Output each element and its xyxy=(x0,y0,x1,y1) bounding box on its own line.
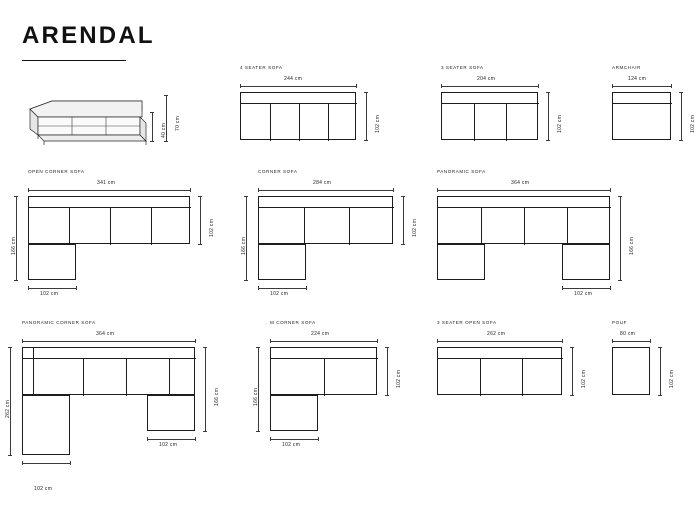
label-armchair: ARMCHAIR xyxy=(612,65,641,70)
dim-tick xyxy=(195,437,196,441)
dim-line xyxy=(270,439,318,440)
dim-tick xyxy=(244,280,248,281)
page-title: ARENDAL xyxy=(22,22,155,49)
dim-label-width: 284 cm xyxy=(313,180,332,186)
dim-tick xyxy=(14,196,18,197)
dim-tick xyxy=(306,286,307,290)
dim-tick xyxy=(562,339,563,343)
label-panoramic-sofa: PANORAMIC SOFA xyxy=(437,169,486,174)
dim-tick xyxy=(377,339,378,343)
dim-label-width: 262 cm xyxy=(487,331,506,337)
dim-tick xyxy=(195,339,196,343)
dim-line xyxy=(258,190,393,191)
dim-line xyxy=(403,196,404,244)
dim-label-depth: 102 cm xyxy=(396,369,402,388)
dim-label-seat-height: 40 cm xyxy=(161,122,167,138)
dim-tick xyxy=(441,84,442,88)
dim-tick xyxy=(610,188,611,192)
shape-panoramic-chaise-left xyxy=(437,244,485,280)
dim-tick xyxy=(256,431,260,432)
shape-corner-sofa-chaise xyxy=(258,244,306,280)
dim-label-depth: 102 cm xyxy=(375,114,381,133)
dim-tick xyxy=(8,347,12,348)
label-open-corner-sofa: OPEN CORNER SOFA xyxy=(28,169,85,174)
label-3-seater-open-sofa: 3 SEATER OPEN SOFA xyxy=(437,320,497,325)
dim-tick xyxy=(147,437,148,441)
dim-tick xyxy=(270,437,271,441)
label-panoramic-corner-sofa: PANORAMIC CORNER SOFA xyxy=(22,320,96,325)
dim-label-total-depth: 166 cm xyxy=(11,236,17,255)
dim-tick xyxy=(401,244,405,245)
shape-4-seater-sofa xyxy=(240,92,356,140)
dim-line xyxy=(200,196,201,244)
dim-line xyxy=(387,347,388,395)
dim-line xyxy=(437,190,610,191)
dim-tick xyxy=(612,84,613,88)
dim-tick xyxy=(393,188,394,192)
dim-tick xyxy=(203,347,207,348)
shape-panoramic-chaise-right xyxy=(562,244,610,280)
perspective-sofa-illustration xyxy=(22,95,152,150)
dim-line xyxy=(572,347,573,395)
dim-label-depth: 102 cm xyxy=(581,369,587,388)
shape-panoramic-corner-back xyxy=(22,347,195,395)
dim-label-width: 364 cm xyxy=(511,180,530,186)
dim-tick xyxy=(671,84,672,88)
dim-label-chaise-width: 102 cm xyxy=(40,291,59,297)
dim-tick xyxy=(546,92,550,93)
dim-tick xyxy=(385,347,389,348)
dim-tick xyxy=(658,347,662,348)
shape-open-corner-back xyxy=(28,196,190,244)
shape-open-corner-chaise xyxy=(28,244,76,280)
dim-label-width: 341 cm xyxy=(97,180,116,186)
label-m-corner-sofa: M CORNER SOFA xyxy=(270,320,316,325)
dim-line xyxy=(620,196,621,280)
dim-tick xyxy=(270,339,271,343)
shape-m-corner-back xyxy=(270,347,377,395)
dim-line xyxy=(366,92,367,140)
dim-tick xyxy=(190,188,191,192)
dim-label-right-depth: 166 cm xyxy=(214,387,220,406)
dim-label-depth: 102 cm xyxy=(669,369,675,388)
dim-line xyxy=(612,341,650,342)
dim-tick xyxy=(244,196,248,197)
dim-label-chaise-left-width: 102 cm xyxy=(34,486,53,492)
dim-line xyxy=(22,341,195,342)
dim-tick xyxy=(150,141,154,142)
dim-tick xyxy=(546,140,550,141)
dim-tick xyxy=(164,95,168,96)
dim-label-total-depth: 166 cm xyxy=(629,236,635,255)
dim-line xyxy=(240,86,356,87)
label-4-seater-sofa: 4 SEATER SOFA xyxy=(240,65,283,70)
dim-tick xyxy=(150,112,154,113)
dim-tick xyxy=(356,84,357,88)
dim-tick xyxy=(22,339,23,343)
dim-tick xyxy=(385,395,389,396)
shape-panoramic-corner-chaise-right xyxy=(147,395,195,431)
dim-tick xyxy=(28,286,29,290)
shape-corner-sofa-back xyxy=(258,196,393,244)
dim-label-height: 70 cm xyxy=(175,115,181,131)
dim-tick xyxy=(538,84,539,88)
dim-tick xyxy=(258,286,259,290)
dim-line xyxy=(660,347,661,395)
dim-line xyxy=(205,347,206,431)
dim-line xyxy=(612,86,671,87)
dim-line xyxy=(681,92,682,140)
dim-tick xyxy=(240,84,241,88)
dim-line xyxy=(562,288,610,289)
dim-tick xyxy=(8,455,12,456)
dim-label-chaise-width: 102 cm xyxy=(282,442,301,448)
dim-label-chaise-width: 102 cm xyxy=(270,291,289,297)
dim-tick xyxy=(610,286,611,290)
shape-armchair xyxy=(612,92,671,140)
label-corner-sofa: CORNER SOFA xyxy=(258,169,298,174)
dim-tick xyxy=(437,188,438,192)
dim-tick xyxy=(679,140,683,141)
label-3-seater-sofa: 3 SEATER SOFA xyxy=(441,65,484,70)
dim-tick xyxy=(401,196,405,197)
dim-tick xyxy=(618,196,622,197)
dim-tick xyxy=(318,437,319,441)
dim-line xyxy=(28,190,190,191)
dim-label-depth: 102 cm xyxy=(557,114,563,133)
dim-tick xyxy=(612,339,613,343)
dim-line xyxy=(22,463,70,464)
dim-line xyxy=(28,288,76,289)
dim-tick xyxy=(164,141,168,142)
shape-pouf xyxy=(612,347,650,395)
shape-3-seater-sofa xyxy=(441,92,538,140)
dim-label-depth: 102 cm xyxy=(412,218,418,237)
shape-panoramic-back xyxy=(437,196,610,244)
dim-tick xyxy=(14,280,18,281)
dim-tick xyxy=(364,92,368,93)
dim-tick xyxy=(203,431,207,432)
dim-tick xyxy=(258,188,259,192)
dim-line xyxy=(152,112,153,141)
dim-tick xyxy=(618,280,622,281)
dim-label-width: 224 cm xyxy=(311,331,330,337)
dim-tick xyxy=(570,347,574,348)
dim-tick xyxy=(679,92,683,93)
dim-label-chaise-right-width: 102 cm xyxy=(159,442,178,448)
dim-line xyxy=(270,341,377,342)
dim-label-total-depth: 262 cm xyxy=(5,399,11,418)
dim-label-width: 80 cm xyxy=(620,331,636,337)
dim-tick xyxy=(28,188,29,192)
dim-label-width: 124 cm xyxy=(628,76,647,82)
shape-panoramic-corner-chaise-left xyxy=(22,395,70,455)
dim-label-chaise-width: 102 cm xyxy=(574,291,593,297)
dim-tick xyxy=(76,286,77,290)
dim-tick xyxy=(256,347,260,348)
shape-3-seater-open-sofa xyxy=(437,347,562,395)
dim-label-total-depth: 166 cm xyxy=(253,387,259,406)
dim-label-depth: 102 cm xyxy=(690,114,696,133)
title-underline xyxy=(22,60,126,61)
dim-label-depth: 102 cm xyxy=(209,218,215,237)
dim-tick xyxy=(650,339,651,343)
dim-line xyxy=(441,86,538,87)
dim-tick xyxy=(198,244,202,245)
dim-label-width: 244 cm xyxy=(284,76,303,82)
dim-line xyxy=(548,92,549,140)
dim-tick xyxy=(562,286,563,290)
dim-tick xyxy=(70,461,71,465)
dim-tick xyxy=(570,395,574,396)
dim-label-width: 204 cm xyxy=(477,76,496,82)
dim-line xyxy=(258,288,306,289)
dim-tick xyxy=(364,140,368,141)
dim-label-width: 364 cm xyxy=(96,331,115,337)
dim-tick xyxy=(658,395,662,396)
dim-label-total-depth: 166 cm xyxy=(241,236,247,255)
dim-line xyxy=(437,341,562,342)
dim-tick xyxy=(22,461,23,465)
dim-tick xyxy=(437,339,438,343)
label-pouf: POUF xyxy=(612,320,627,325)
dim-line xyxy=(147,439,195,440)
dim-tick xyxy=(198,196,202,197)
shape-m-corner-chaise xyxy=(270,395,318,431)
